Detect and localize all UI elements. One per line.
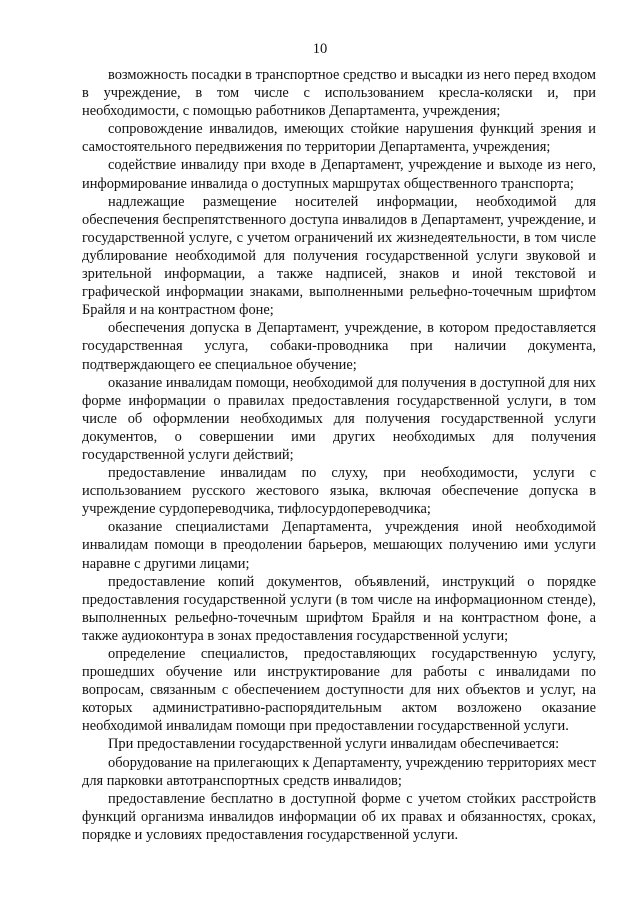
paragraph: возможность посадки в транспортное средство и высадки из него перед входом в учреждение, в том числе с использованием кресла-коляски и, при необходимости, с помощью работников Департамента, учреждения; (82, 67, 596, 120)
paragraph: оборудование на прилегающих к Департаменту, учреждению территориях мест для парковки автотранспортных средств инвалидов; (82, 754, 596, 789)
paragraph: При предоставлении государственной услуги инвалидам обеспечивается: (108, 736, 560, 753)
document-body (82, 66, 596, 844)
paragraph: предоставление бесплатно в доступной форме с учетом стойких расстройств функций организма инвалидов информации об их правах и обязанностях, сроках, порядке и условиях предоставления государственной услуги. (82, 790, 596, 843)
paragraph: обеспечения допуска в Департамент, учреждение, в котором предоставляется государственная услуга, собаки-проводника при наличии документа, подтверждающего ее специальное обучение; (82, 320, 596, 373)
paragraph: содействие инвалиду при входе в Департамент, учреждение и выходе из него, информирование инвалида о доступных маршрутах общественного транспорта; (82, 157, 596, 192)
paragraph: предоставление копий документов, объявлений, инструкций о порядке предоставления государственной услуги (в том числе на информационном стенде), выполненных рельефно-точечным шрифтом Брайля и на контрастном фоне, а также аудиоконтура в зонах предоставления государственной услуги; (82, 573, 596, 644)
paragraph: оказание специалистами Департамента, учреждения иной необходимой инвалидам помощи в преодолении барьеров, мешающих получению ими услуги наравне с другими лицами; (82, 519, 596, 572)
page-number: 10 (312, 41, 328, 57)
paragraph: сопровождение инвалидов, имеющих стойкие нарушения функций зрения и самостоятельного передвижения по территории Департамента, учреждения; (82, 121, 596, 156)
paragraph: надлежащие размещение носителей информации, необходимой для обеспечения беспрепятственного доступа инвалидов в Департамент, учреждение, и государственной услуге, с учетом ограничений их жизнедеятельности, в том числе дублирование необходимой для получения государственной услуги звуковой и зрительной информации, а также надписей, знаков и иной текстовой и графической информации знаками, выполненными рельефно-точечным шрифтом Брайля и на контрастном фоне; (82, 193, 596, 319)
paragraph: определение специалистов, предоставляющих государственную услугу, прошедших обучение или инструктирование для работы с инвалидами по вопросам, связанным с обеспечением доступности для них объектов и услуг, на которых административно-распорядительным актом возложено оказание необходимой инвалидам помощи при предоставлении государственной услуги. (82, 646, 596, 735)
paragraph: предоставление инвалидам по слуху, при необходимости, услуги с использованием русского жестового языка, включая обеспечение допуска в учреждение сурдопереводчика, тифлосурдопереводчика; (82, 465, 596, 518)
paragraph: оказание инвалидам помощи, необходимой для получения в доступной для них форме информации о правилах предоставления государственной услуги, в том числе об оформлении необходимых для получения государственной услуги документов, о совершении ими других необходимых для получения государственной услуги действий; (82, 374, 596, 463)
